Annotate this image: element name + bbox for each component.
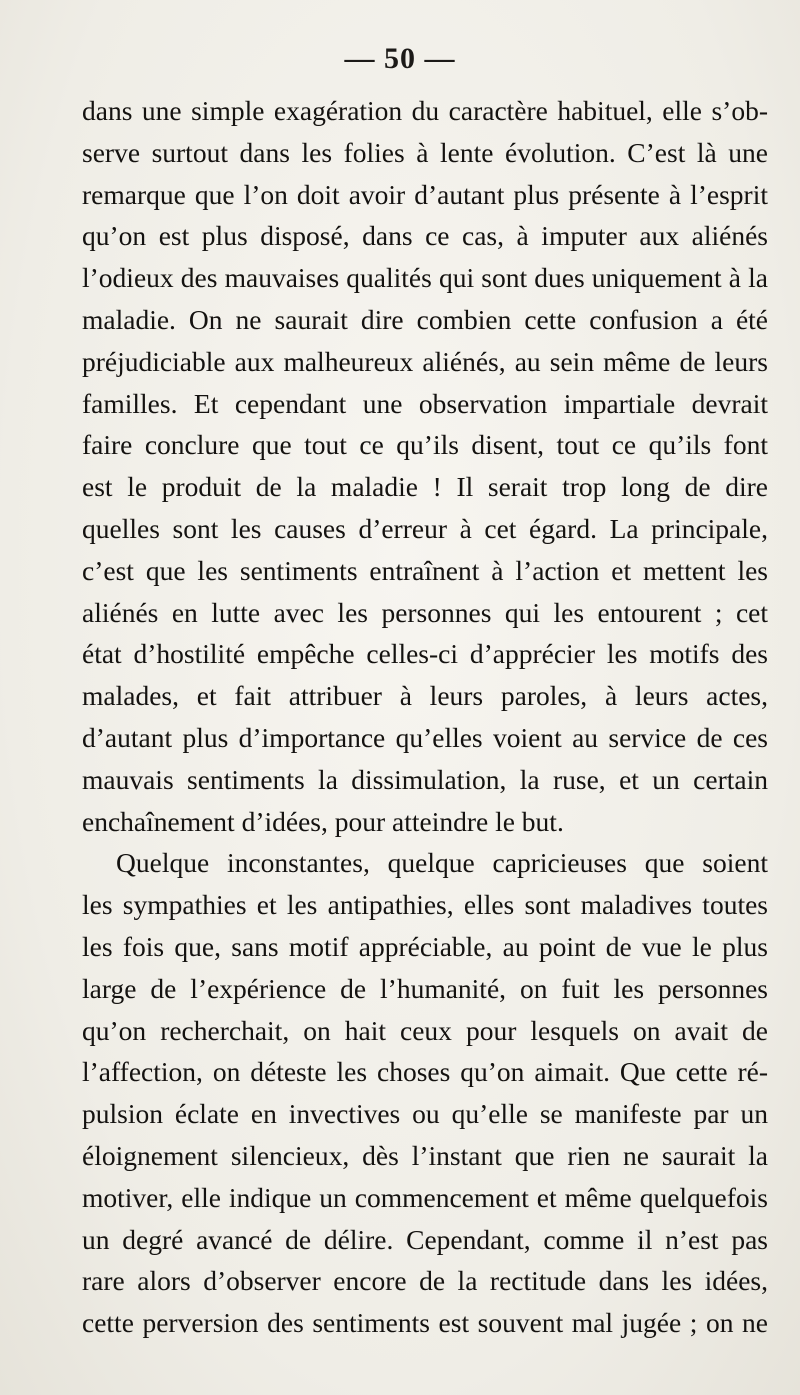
text-line: enchaînement d’idées, pour atteindre le but. (82, 805, 564, 837)
text-line: éloignement silencieux, dès l’instant que rien ne saurait la (82, 1139, 768, 1171)
body-text (82, 90, 768, 1344)
text-line: est le produit de la maladie ! Il serait trop long de dire (82, 471, 768, 503)
text-line: mauvais sentiments la dissimulation, la ruse, et un certain (82, 763, 768, 795)
text-line: maladie. On ne saurait dire combien cette confusion a été (82, 303, 768, 335)
text-line: préjudiciable aux malheureux aliénés, au sein même de leurs (82, 345, 768, 377)
paragraph (82, 90, 768, 842)
text-line: faire conclure que tout ce qu’ils disent, tout ce qu’ils font (82, 429, 768, 461)
text-line: l’affection, on déteste les choses qu’on aimait. Que cette ré- (82, 1056, 768, 1088)
text-line: serve surtout dans les folies à lente évolution. C’est là une (82, 136, 768, 168)
text-line: quelles sont les causes d’erreur à cet égard. La principale, (82, 512, 768, 544)
text-line: c’est que les sentiments entraînent à l’action et mettent les (82, 554, 768, 586)
text-line: cette perversion des sentiments est souvent mal jugée ; on ne (82, 1307, 768, 1339)
text-line: pulsion éclate en invectives ou qu’elle se manifeste par un (82, 1098, 768, 1130)
text-line: dans une simple exagération du caractère habituel, elle s’ob- (82, 95, 768, 126)
text-line: motiver, elle indique un commencement et même quelquefois (82, 1181, 768, 1213)
text-line: large de l’expérience de l’humanité, on fuit les personnes (82, 972, 768, 1004)
text-line: d’autant plus d’importance qu’elles voient au service de ces (82, 721, 768, 753)
text-line: l’odieux des mauvaises qualités qui sont dues uniquement à la (82, 262, 768, 294)
text-line: un degré avancé de délire. Cependant, comme il n’est pas (82, 1223, 768, 1255)
text-line: rare alors d’observer encore de la rectitude dans les idées, (82, 1265, 768, 1297)
paragraph (82, 842, 768, 1344)
page-number: — 50 — (344, 42, 456, 75)
text-line: familles. Et cependant une observation impartiale devrait (82, 387, 768, 419)
text-line: remarque que l’on doit avoir d’autant plus présente à l’esprit (82, 178, 768, 210)
text-line: qu’on recherchait, on hait ceux pour lesquels on avait de (82, 1014, 768, 1046)
text-line: les sympathies et les antipathies, elles sont maladives toutes (82, 889, 768, 921)
text-line: malades, et fait attribuer à leurs paroles, à leurs actes, (82, 680, 768, 712)
text-line: qu’on est plus disposé, dans ce cas, à imputer aux aliénés (82, 220, 768, 252)
text-line: Quelque inconstantes, quelque capricieuses que soient (116, 847, 768, 879)
text-line: aliénés en lutte avec les personnes qui les entourent ; cet (82, 596, 768, 628)
text-line: les fois que, sans motif appréciable, au point de vue le plus (82, 930, 768, 962)
text-line: état d’hostilité empêche celles-ci d’apprécier les motifs des (82, 638, 768, 670)
